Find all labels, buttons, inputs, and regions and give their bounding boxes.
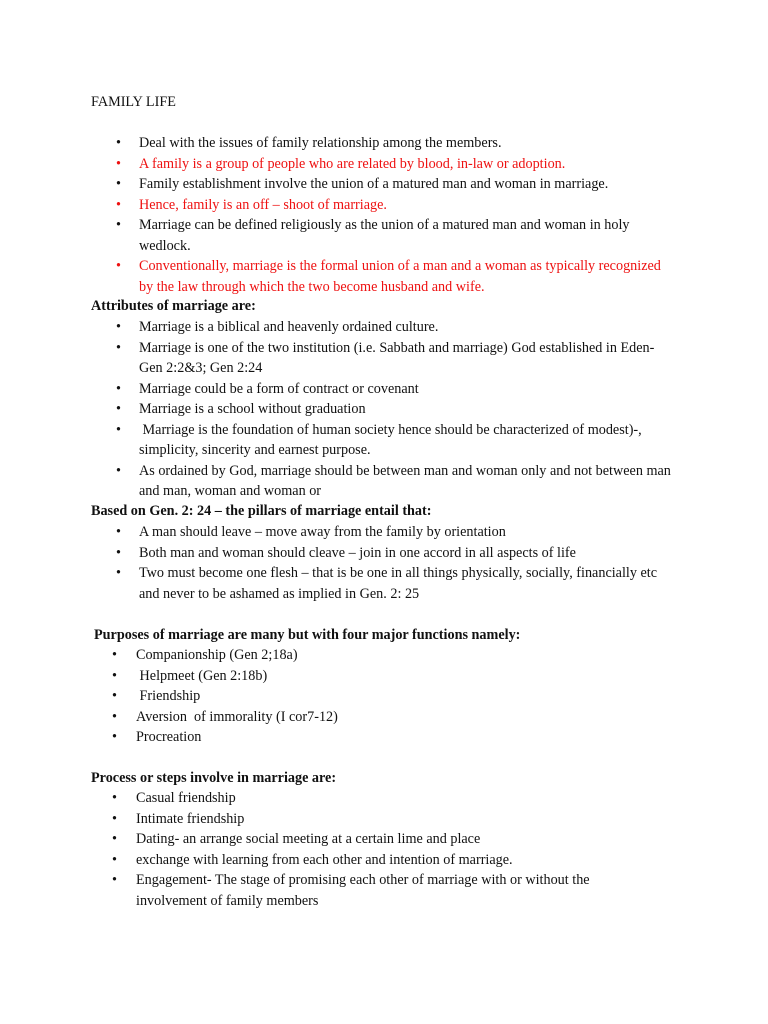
process-heading: Process or steps involve in marriage are:	[91, 770, 337, 786]
bullet-icon: •	[116, 176, 121, 192]
bullet-icon: •	[116, 196, 121, 213]
bullet-icon: •	[112, 872, 117, 888]
pillars-heading: Based on Gen. 2: 24 – the pillars of marriage entail that:	[91, 503, 432, 519]
bullet-icon: •	[116, 380, 121, 397]
list-item: • Both man and woman should cleave – join in one accord in all aspects of life	[116, 543, 676, 564]
bullet-icon: •	[112, 831, 117, 847]
attributes-list	[116, 317, 676, 502]
list-item: • Deal with the issues of family relationship among the members.	[116, 133, 676, 154]
process-list	[112, 788, 652, 911]
list-item: • Intimate friendship	[112, 809, 652, 830]
bullet-icon: •	[112, 708, 117, 725]
list-item: • As ordained by God, marriage should be between man and woman only and not between man and man, woman and woman or	[116, 462, 671, 499]
list-item: • Marriage is a school without graduation	[116, 399, 676, 420]
list-item: • Dating- an arrange social meeting at a certain lime and place	[112, 829, 652, 850]
bullet-icon: •	[112, 851, 117, 868]
bullet-icon: •	[116, 135, 121, 151]
bullet-icon: •	[116, 401, 121, 417]
list-item: • A family is a group of people who are related by blood, in-law or adoption.	[116, 154, 676, 175]
list-item: • Friendship	[112, 686, 652, 707]
list-item: • Two must become one flesh – that is be one in all things physically, socially, financially etc and never to be ashamed as implied in Gen. 2: 25	[116, 565, 658, 602]
bullet-icon: •	[116, 565, 121, 581]
bullet-icon: •	[116, 421, 121, 438]
purposes-list	[112, 645, 652, 748]
bullet-icon: •	[112, 667, 117, 684]
list-item: • exchange with learning from each other and intention of marriage.	[112, 850, 652, 871]
list-item: • Helpmeet (Gen 2:18b)	[112, 666, 652, 687]
list-item: • Casual friendship	[112, 788, 652, 809]
list-item: • Hence, family is an off – shoot of marriage.	[116, 195, 676, 216]
bullet-icon: •	[116, 319, 121, 335]
list-item: • Marriage is the foundation of human society hence should be characterized of modest)-, simplicity, sincerity and earnest purpose.	[116, 421, 646, 458]
list-item: • Marriage can be defined religiously as the union of a matured man and woman in holy wedlock.	[116, 217, 630, 254]
bullet-icon: •	[116, 524, 121, 540]
bullet-icon: •	[116, 462, 121, 479]
bullet-icon: •	[116, 217, 121, 233]
pillars-list	[116, 522, 676, 604]
bullet-icon: •	[112, 688, 117, 704]
bullet-icon: •	[112, 647, 117, 663]
attributes-heading: Attributes of marriage are:	[91, 298, 256, 314]
list-item: • Companionship (Gen 2;18a)	[112, 645, 652, 666]
bullet-icon: •	[116, 155, 121, 172]
list-item: • Engagement- The stage of promising each other of marriage with or without the involvement of family members	[112, 872, 590, 909]
bullet-icon: •	[116, 544, 121, 561]
intro-list	[116, 133, 676, 297]
list-item: • Aversion of immorality (I cor7-12)	[112, 707, 652, 728]
bullet-icon: •	[116, 258, 121, 274]
list-item: • Marriage is a biblical and heavenly ordained culture.	[116, 317, 676, 338]
purposes-heading: Purposes of marriage are many but with four major functions namely:	[94, 627, 521, 643]
list-item: • Conventionally, marriage is the formal union of a man and a woman as typically recognized by the law through which the two become husband and wife.	[116, 258, 661, 295]
bullet-icon: •	[112, 729, 117, 745]
document-title: FAMILY LIFE	[91, 94, 176, 110]
bullet-icon: •	[112, 790, 117, 806]
bullet-icon: •	[116, 339, 121, 356]
list-item: • Family establishment involve the union of a matured man and woman in marriage.	[116, 174, 676, 195]
list-item: • A man should leave – move away from the family by orientation	[116, 522, 676, 543]
list-item: • Marriage is one of the two institution (i.e. Sabbath and marriage) God established in Eden- Gen 2:2&3; Gen 2:24	[116, 339, 655, 376]
list-item: • Marriage could be a form of contract or covenant	[116, 379, 676, 400]
list-item: • Procreation	[112, 727, 652, 748]
bullet-icon: •	[112, 810, 117, 827]
